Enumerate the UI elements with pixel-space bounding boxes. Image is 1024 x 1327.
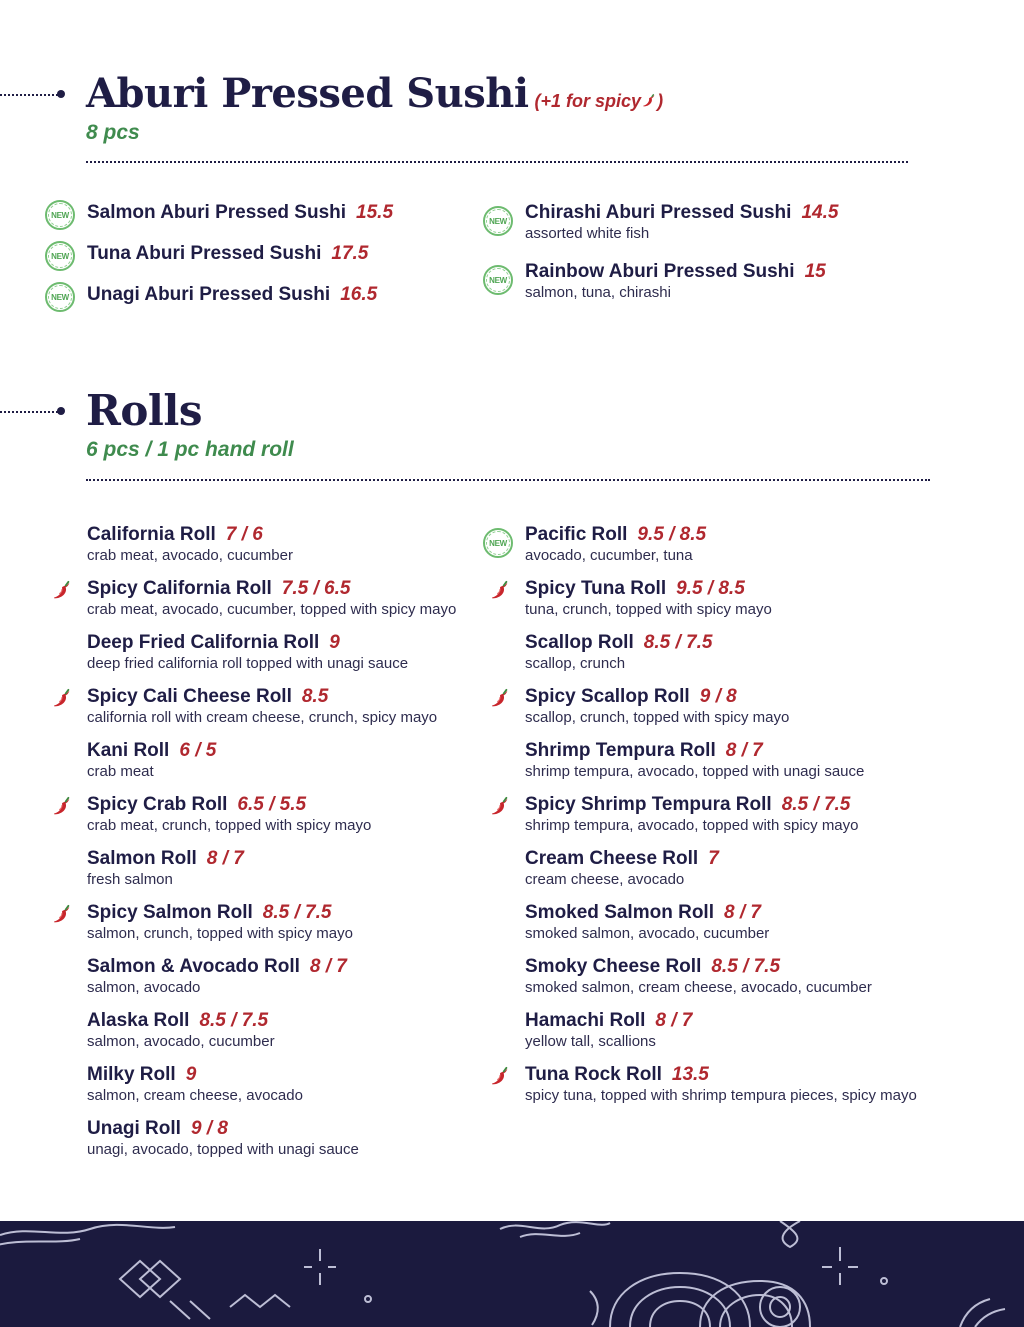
menu-item — [87, 1064, 303, 1104]
menu-item-price: 16.5 — [340, 284, 378, 305]
menu-item-name: Alaska Roll — [87, 1010, 190, 1031]
menu-item-name: Smoked Salmon Roll — [525, 902, 714, 923]
menu-item-heading — [87, 632, 408, 654]
menu-item — [87, 524, 293, 564]
menu-item — [87, 848, 244, 888]
menu-item-name: Cream Cheese Roll — [525, 848, 699, 869]
menu-item — [525, 956, 872, 996]
menu-item-description: shrimp tempura, avocado, topped with spicy mayo — [525, 817, 859, 834]
menu-item-description: unagi, avocado, topped with unagi sauce — [87, 1141, 359, 1158]
menu-item-heading — [87, 578, 456, 600]
menu-item-heading — [525, 578, 772, 600]
chili-pepper-icon — [51, 688, 73, 710]
section-leader-line — [0, 94, 58, 96]
menu-item-name: Pacific Roll — [525, 524, 628, 545]
menu-item — [87, 578, 456, 618]
menu-item — [87, 243, 368, 265]
menu-item-price: 7 — [708, 848, 719, 869]
wave-pattern-icon — [0, 1221, 1024, 1327]
menu-item-price: 9 — [185, 1064, 197, 1085]
menu-item-name: Spicy Shrimp Tempura Roll — [525, 794, 772, 815]
menu-item-price: 8.5 / 7.5 — [711, 956, 781, 977]
chili-pepper-icon — [489, 580, 511, 602]
menu-item — [525, 1064, 917, 1104]
menu-item-price: 8.5 / 7.5 — [199, 1010, 269, 1031]
section-title-rolls: Rolls — [86, 386, 202, 435]
section-leader-dot — [57, 90, 65, 98]
menu-item — [525, 1010, 692, 1050]
chili-pepper-icon — [51, 580, 73, 602]
menu-item — [525, 902, 769, 942]
menu-item-name: Spicy Scallop Roll — [525, 686, 690, 707]
menu-item-heading — [525, 848, 719, 870]
menu-item-description: scallop, crunch — [525, 655, 626, 672]
menu-item-heading — [87, 902, 353, 924]
menu-item-description: crab meat, avocado, cucumber, topped with spicy mayo — [87, 601, 457, 618]
menu-item-price: 14.5 — [801, 202, 839, 223]
chili-pepper-icon — [51, 904, 73, 926]
new-badge-icon — [45, 200, 75, 230]
menu-item-description: shrimp tempura, avocado, topped with unagi sauce — [525, 763, 865, 780]
menu-item-name: Hamachi Roll — [525, 1010, 646, 1031]
menu-item-description: deep fried california roll topped with unagi sauce — [87, 655, 409, 672]
menu-item-price: 8 / 7 — [725, 740, 763, 761]
menu-item-description: salmon, avocado — [87, 979, 201, 996]
menu-item-name: Unagi Aburi Pressed Sushi — [87, 284, 331, 305]
menu-item-heading — [87, 1010, 275, 1032]
menu-item-price: 8 / 7 — [655, 1010, 693, 1031]
new-badge-label: NEW — [48, 203, 72, 227]
section-title-aburi: Aburi Pressed Sushi (+1 for spicy ) — [86, 70, 664, 117]
menu-item-name: Tuna Aburi Pressed Sushi — [87, 243, 322, 264]
menu-item-name: California Roll — [87, 524, 216, 545]
menu-item-name: Scallop Roll — [525, 632, 634, 653]
section-leader-line — [0, 411, 58, 413]
menu-item-price: 9 / 8 — [699, 686, 737, 707]
menu-item-name: Spicy Crab Roll — [87, 794, 228, 815]
menu-item-description: yellow tall, scallions — [525, 1033, 656, 1050]
menu-item-description: salmon, tuna, chirashi — [525, 284, 671, 301]
new-badge-icon — [45, 241, 75, 271]
menu-item-heading — [87, 243, 368, 265]
menu-item-heading — [87, 686, 437, 708]
menu-item-description: salmon, avocado, cucumber — [87, 1033, 275, 1050]
menu-item-price: 8 / 7 — [309, 956, 347, 977]
menu-item-description: smoked salmon, cream cheese, avocado, cucumber — [525, 979, 872, 996]
menu-item-heading — [525, 202, 838, 224]
menu-item — [87, 202, 393, 224]
new-badge-label: NEW — [486, 209, 510, 233]
new-badge-icon — [483, 206, 513, 236]
menu-item-heading — [87, 1118, 359, 1140]
menu-item-price: 7.5 / 6.5 — [281, 578, 351, 599]
menu-item-price: 6.5 / 5.5 — [237, 794, 307, 815]
menu-item-description: salmon, cream cheese, avocado — [87, 1087, 303, 1104]
menu-item-heading — [525, 261, 826, 283]
menu-item-price: 13.5 — [671, 1064, 709, 1085]
menu-item-name: Unagi Roll — [87, 1118, 181, 1139]
menu-item-name: Spicy Cali Cheese Roll — [87, 686, 292, 707]
menu-item — [525, 740, 864, 780]
menu-item — [525, 202, 838, 242]
menu-item-heading — [87, 202, 393, 224]
menu-item-price: 8.5 — [301, 686, 329, 707]
menu-item — [87, 1118, 359, 1158]
menu-item-name: Rainbow Aburi Pressed Sushi — [525, 261, 795, 282]
menu-item — [87, 284, 377, 306]
menu-item-heading — [525, 740, 864, 762]
menu-item-name: Kani Roll — [87, 740, 170, 761]
menu-item-name: Spicy Salmon Roll — [87, 902, 253, 923]
menu-item — [87, 686, 437, 726]
section-divider — [86, 479, 930, 481]
menu-item — [87, 632, 408, 672]
menu-item-heading — [525, 1010, 692, 1032]
menu-item-price: 9 — [329, 632, 340, 653]
menu-item — [87, 902, 353, 942]
spicy-surcharge-note: (+1 for spicy ) — [534, 91, 664, 111]
decorative-footer-pattern — [0, 1221, 1024, 1327]
section-leader-dot — [57, 407, 65, 415]
menu-item-price: 17.5 — [331, 243, 369, 264]
menu-item-price: 8.5 / 7.5 — [781, 794, 851, 815]
new-badge-label: NEW — [486, 531, 510, 555]
menu-item-description: scallop, crunch, topped with spicy mayo — [525, 709, 790, 726]
menu-item-heading — [87, 956, 347, 978]
chili-pepper-icon — [51, 796, 73, 818]
menu-item-heading — [87, 740, 216, 762]
menu-item-price: 15.5 — [356, 202, 394, 223]
menu-item — [87, 794, 371, 834]
new-badge-label: NEW — [48, 244, 72, 268]
menu-item-description: tuna, crunch, topped with spicy mayo — [525, 601, 772, 618]
menu-item-description: cream cheese, avocado — [525, 871, 685, 888]
menu-item — [87, 956, 347, 996]
menu-item-price: 6 / 5 — [179, 740, 217, 761]
menu-item-heading — [525, 956, 872, 978]
menu-item-price: 8 / 7 — [206, 848, 244, 869]
section-subtitle-rolls: 6 pcs / 1 pc hand roll — [86, 438, 294, 461]
menu-item-name: Deep Fried California Roll — [87, 632, 320, 653]
chili-pepper-icon — [489, 1066, 511, 1088]
menu-item — [525, 261, 826, 301]
menu-item-name: Smoky Cheese Roll — [525, 956, 702, 977]
menu-item-name: Milky Roll — [87, 1064, 176, 1085]
new-badge-label: NEW — [486, 268, 510, 292]
new-badge-icon — [483, 528, 513, 558]
menu-item-price: 15 — [804, 261, 826, 282]
menu-item-heading — [525, 632, 712, 654]
menu-item — [525, 524, 706, 564]
menu-item-name: Spicy California Roll — [87, 578, 272, 599]
section-divider — [86, 161, 908, 163]
menu-item-heading — [525, 794, 859, 816]
menu-item — [525, 686, 789, 726]
menu-item — [525, 578, 772, 618]
menu-item — [525, 794, 859, 834]
new-badge-icon — [483, 265, 513, 295]
menu-item-price: 9.5 / 8.5 — [676, 578, 745, 599]
menu-item-price: 9.5 / 8.5 — [637, 524, 707, 545]
menu-item — [525, 848, 719, 888]
chili-pepper-icon — [489, 688, 511, 710]
menu-item-name: Salmon Roll — [87, 848, 197, 869]
menu-item-heading — [525, 524, 706, 546]
menu-item-name: Chirashi Aburi Pressed Sushi — [525, 202, 792, 223]
menu-item-heading — [87, 284, 377, 306]
menu-item-description: smoked salmon, avocado, cucumber — [525, 925, 770, 942]
menu-item-description: avocado, cucumber, tuna — [525, 547, 693, 564]
menu-item-heading — [87, 794, 371, 816]
menu-item-name: Salmon & Avocado Roll — [87, 956, 300, 977]
menu-item-description: salmon, crunch, topped with spicy mayo — [87, 925, 353, 942]
menu-item-price: 8.5 / 7.5 — [643, 632, 713, 653]
menu-item-description: fresh salmon — [87, 871, 173, 888]
menu-item-description: crab meat, crunch, topped with spicy mayo — [87, 817, 372, 834]
menu-item-description: assorted white fish — [525, 225, 650, 242]
menu-item-price: 8.5 / 7.5 — [262, 902, 332, 923]
menu-item-description: california roll with cream cheese, crunch, spicy mayo — [87, 709, 438, 726]
new-badge-icon — [45, 282, 75, 312]
menu-item-name: Spicy Tuna Roll — [525, 578, 667, 599]
chili-pepper-icon — [489, 796, 511, 818]
menu-item-heading — [525, 686, 789, 708]
menu-item-price: 8 / 7 — [723, 902, 761, 923]
menu-item — [525, 632, 712, 672]
chili-pepper-icon — [641, 93, 657, 109]
menu-item-price: 9 / 8 — [190, 1118, 228, 1139]
menu-item — [87, 1010, 275, 1050]
section-subtitle-aburi: 8 pcs — [86, 121, 140, 144]
menu-item-price: 7 / 6 — [225, 524, 263, 545]
menu-item-heading — [87, 1064, 303, 1086]
new-badge-label: NEW — [48, 285, 72, 309]
menu-item-heading — [525, 1064, 917, 1086]
menu-item-heading — [87, 848, 244, 870]
menu-item-name: Salmon Aburi Pressed Sushi — [87, 202, 347, 223]
menu-item-name: Tuna Rock Roll — [525, 1064, 662, 1085]
menu-item — [87, 740, 216, 780]
menu-item-description: crab meat — [87, 763, 154, 780]
menu-item-description: spicy tuna, topped with shrimp tempura pieces, spicy mayo — [525, 1087, 917, 1104]
menu-item-description: crab meat, avocado, cucumber — [87, 547, 293, 564]
menu-item-name: Shrimp Tempura Roll — [525, 740, 716, 761]
menu-item-heading — [525, 902, 769, 924]
menu-item-heading — [87, 524, 293, 546]
